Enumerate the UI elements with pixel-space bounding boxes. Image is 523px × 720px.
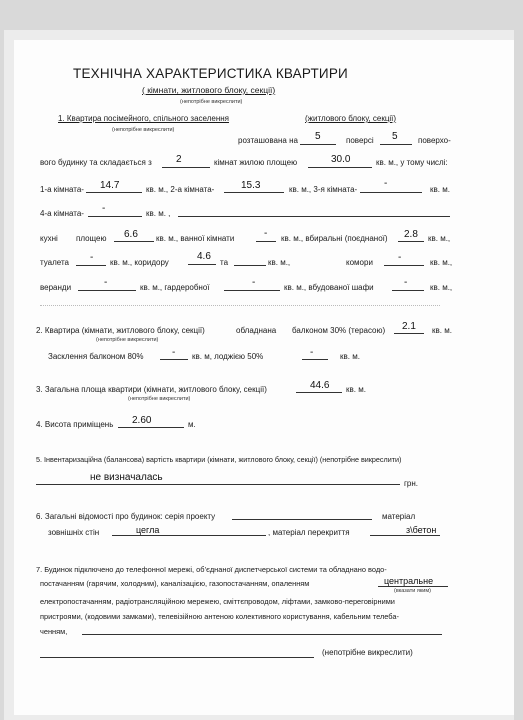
loggia-label: кв. м, лоджією 50% bbox=[192, 352, 264, 361]
s7-line1: 7. Будинок підключено до телефонної мережі, об’єднаної диспетчерської системи та обладнано водо- bbox=[36, 565, 387, 574]
toilet-label: туалета bbox=[40, 258, 69, 267]
toilet-value: - bbox=[90, 252, 94, 263]
s7-line2: постачанням (гарячим, холодним), каналізацією, газопостачанням, опаленням bbox=[40, 579, 310, 588]
floors-line bbox=[380, 144, 412, 145]
wardrobe-value: - bbox=[252, 277, 256, 288]
room1-label: 1-а кімната- bbox=[40, 185, 84, 194]
s1-floor-label: поверсі bbox=[346, 136, 374, 145]
wc-value: 2.8 bbox=[404, 229, 418, 240]
kitchen-area-label: площею bbox=[76, 234, 107, 243]
s6-walls-label: зовнішніх стін bbox=[48, 528, 100, 537]
veranda-value: - bbox=[104, 277, 108, 288]
living-area-line bbox=[308, 167, 372, 168]
s7-line5-blank bbox=[82, 634, 442, 635]
room1-line bbox=[86, 192, 142, 193]
wc-label: кв. м., вбиральні (поєднаної) bbox=[281, 234, 388, 243]
s2-intro: 2. Квартира (кімнати, житлового блоку, секції) bbox=[36, 326, 205, 335]
wardrobe-line bbox=[224, 290, 280, 291]
height-value: 2.60 bbox=[132, 415, 152, 426]
kitchen-line bbox=[114, 241, 154, 242]
s1-including-label: кв. м., у тому числі: bbox=[376, 158, 448, 167]
inventory-unit: грн. bbox=[404, 479, 419, 488]
room3-label: кв. м., 3-я кімната- bbox=[289, 185, 358, 194]
toilet-line bbox=[76, 265, 106, 266]
and-label: та bbox=[220, 258, 229, 267]
s1-living-label: кімнат жилою площею bbox=[214, 158, 298, 167]
and-line bbox=[234, 265, 266, 266]
s4-label: 4. Висота приміщень bbox=[36, 420, 114, 429]
s3-note: (непотрібне викреслити) bbox=[128, 396, 191, 402]
room2-value: 15.3 bbox=[241, 180, 261, 191]
inventory-line bbox=[36, 484, 400, 485]
loggia-value: - bbox=[310, 347, 314, 358]
s5-label: 5. Інвентаризаційна (балансова) вартість квартири (кімнати, житлового блоку, секції) (непотрібне викреслити) bbox=[36, 455, 402, 464]
glazed-label: Засклення балконом 80% bbox=[48, 352, 144, 361]
s1-note: (непотрібне викреслити) bbox=[112, 127, 175, 133]
veranda-line bbox=[78, 290, 136, 291]
room1-value: 14.7 bbox=[100, 180, 120, 191]
s6-floors-label: , матеріал перекриття bbox=[268, 528, 350, 537]
room3-line bbox=[360, 192, 422, 193]
room3-unit: кв. м. bbox=[430, 185, 450, 194]
s1-consists-label: вого будинку та складається з bbox=[40, 158, 152, 167]
document-subtitle: ( кімнати, житлового блоку, секції) bbox=[142, 85, 276, 95]
rooms-line bbox=[162, 167, 210, 168]
wc-unit: кв. м., bbox=[428, 234, 451, 243]
loggia-line bbox=[302, 359, 328, 360]
s6-label: 6. Загальні відомості про будинок: серія проекту bbox=[36, 512, 216, 521]
room2-label: кв. м., 2-а кімната- bbox=[146, 185, 215, 194]
closet-unit: кв. м., bbox=[430, 283, 453, 292]
pantry-label: комори bbox=[346, 258, 373, 267]
total-area-unit: кв. м. bbox=[346, 385, 366, 394]
s2-balcony-label: балконом 30% (терасою) bbox=[292, 326, 386, 335]
wc-line bbox=[398, 241, 424, 242]
document-title: ТЕХНІЧНА ХАРАКТЕРИСТИКА КВАРТИРИ bbox=[73, 66, 348, 81]
s7-note: (непотрібне викреслити) bbox=[322, 648, 413, 657]
bath-label: кв. м., ванної кімнати bbox=[156, 234, 235, 243]
s3-label: 3. Загальна площа квартири (кімнати, житлового блоку, секції) bbox=[36, 385, 267, 394]
kitchen-label: кухні bbox=[40, 234, 58, 243]
room4-trailing-line bbox=[178, 216, 450, 217]
pantry-unit: кв. м., bbox=[430, 258, 453, 267]
corridor-label: кв. м., коридору bbox=[110, 258, 169, 267]
s1-storey-label: поверхо- bbox=[418, 136, 451, 145]
s2-note: (непотрібне викреслити) bbox=[96, 337, 159, 343]
heating-value: центральне bbox=[384, 576, 434, 586]
veranda-label: веранди bbox=[40, 283, 72, 292]
walls-line bbox=[112, 535, 266, 536]
slab-value: з\бетон bbox=[406, 525, 437, 535]
living-area-value: 30.0 bbox=[331, 154, 351, 165]
floors-value: 5 bbox=[392, 131, 398, 142]
wardrobe-label: кв. м., гардеробної bbox=[140, 283, 210, 292]
room4-label: 4-а кімната- bbox=[40, 209, 84, 218]
room4-value: - bbox=[102, 203, 106, 214]
floor-line bbox=[300, 144, 336, 145]
closet-value: - bbox=[404, 277, 408, 288]
heating-line bbox=[378, 586, 448, 587]
floor-value: 5 bbox=[315, 131, 321, 142]
loggia-unit: кв. м. bbox=[340, 352, 360, 361]
balcony-value: 2.1 bbox=[402, 321, 416, 332]
total-area-line bbox=[296, 392, 342, 393]
room4-line bbox=[88, 216, 142, 217]
total-area-value: 44.6 bbox=[310, 380, 330, 391]
s6-material-label: матеріал bbox=[382, 512, 416, 521]
and-unit: кв. м., bbox=[268, 258, 291, 267]
s1-located-label: розташована на bbox=[238, 136, 298, 145]
series-line bbox=[232, 519, 372, 520]
glazed-line bbox=[160, 359, 188, 360]
height-line bbox=[118, 427, 184, 428]
room2-line bbox=[224, 192, 284, 193]
s1-intro: 1. Квартира посімейного, спільного заселення bbox=[58, 114, 229, 123]
s7-blank-line bbox=[40, 657, 314, 658]
s1-block: (житлового блоку, секції) bbox=[305, 114, 397, 123]
section1-separator bbox=[40, 305, 440, 306]
s7-line5: ченням, bbox=[40, 627, 68, 636]
s7-line3: електропостачанням, радіотрансляційною мережею, сміттєпроводом, ліфтами, замково-переговірними bbox=[40, 597, 395, 606]
inventory-value: не визначалась bbox=[90, 472, 163, 483]
kitchen-value: 6.6 bbox=[124, 229, 138, 240]
s7-line4: пристроями, (кодовими замками), телевізійною антеною колективного користування, кабельним телеба- bbox=[40, 612, 399, 621]
closet-label: кв. м., вбудованої шафи bbox=[284, 283, 374, 292]
corridor-value: 4.6 bbox=[197, 251, 211, 262]
strike-note: (непотрібне викреслити) bbox=[180, 99, 243, 105]
room3-value: - bbox=[384, 178, 388, 189]
corridor-line bbox=[188, 264, 216, 265]
pantry-line bbox=[384, 265, 424, 266]
bath-line bbox=[256, 241, 276, 242]
walls-value: цегла bbox=[136, 525, 160, 535]
rooms-value: 2 bbox=[176, 154, 182, 165]
heating-note: (вказати яким) bbox=[394, 588, 431, 594]
glazed-value: - bbox=[172, 347, 176, 358]
pantry-value: - bbox=[398, 252, 402, 263]
balcony-line bbox=[394, 333, 424, 334]
room4-unit: кв. м. , bbox=[146, 209, 171, 218]
slab-line bbox=[370, 535, 440, 536]
height-unit: м. bbox=[188, 420, 196, 429]
balcony-unit: кв. м. bbox=[432, 326, 452, 335]
s2-equipped: обладнана bbox=[236, 326, 277, 335]
bath-value: - bbox=[264, 228, 268, 239]
closet-line bbox=[392, 290, 424, 291]
